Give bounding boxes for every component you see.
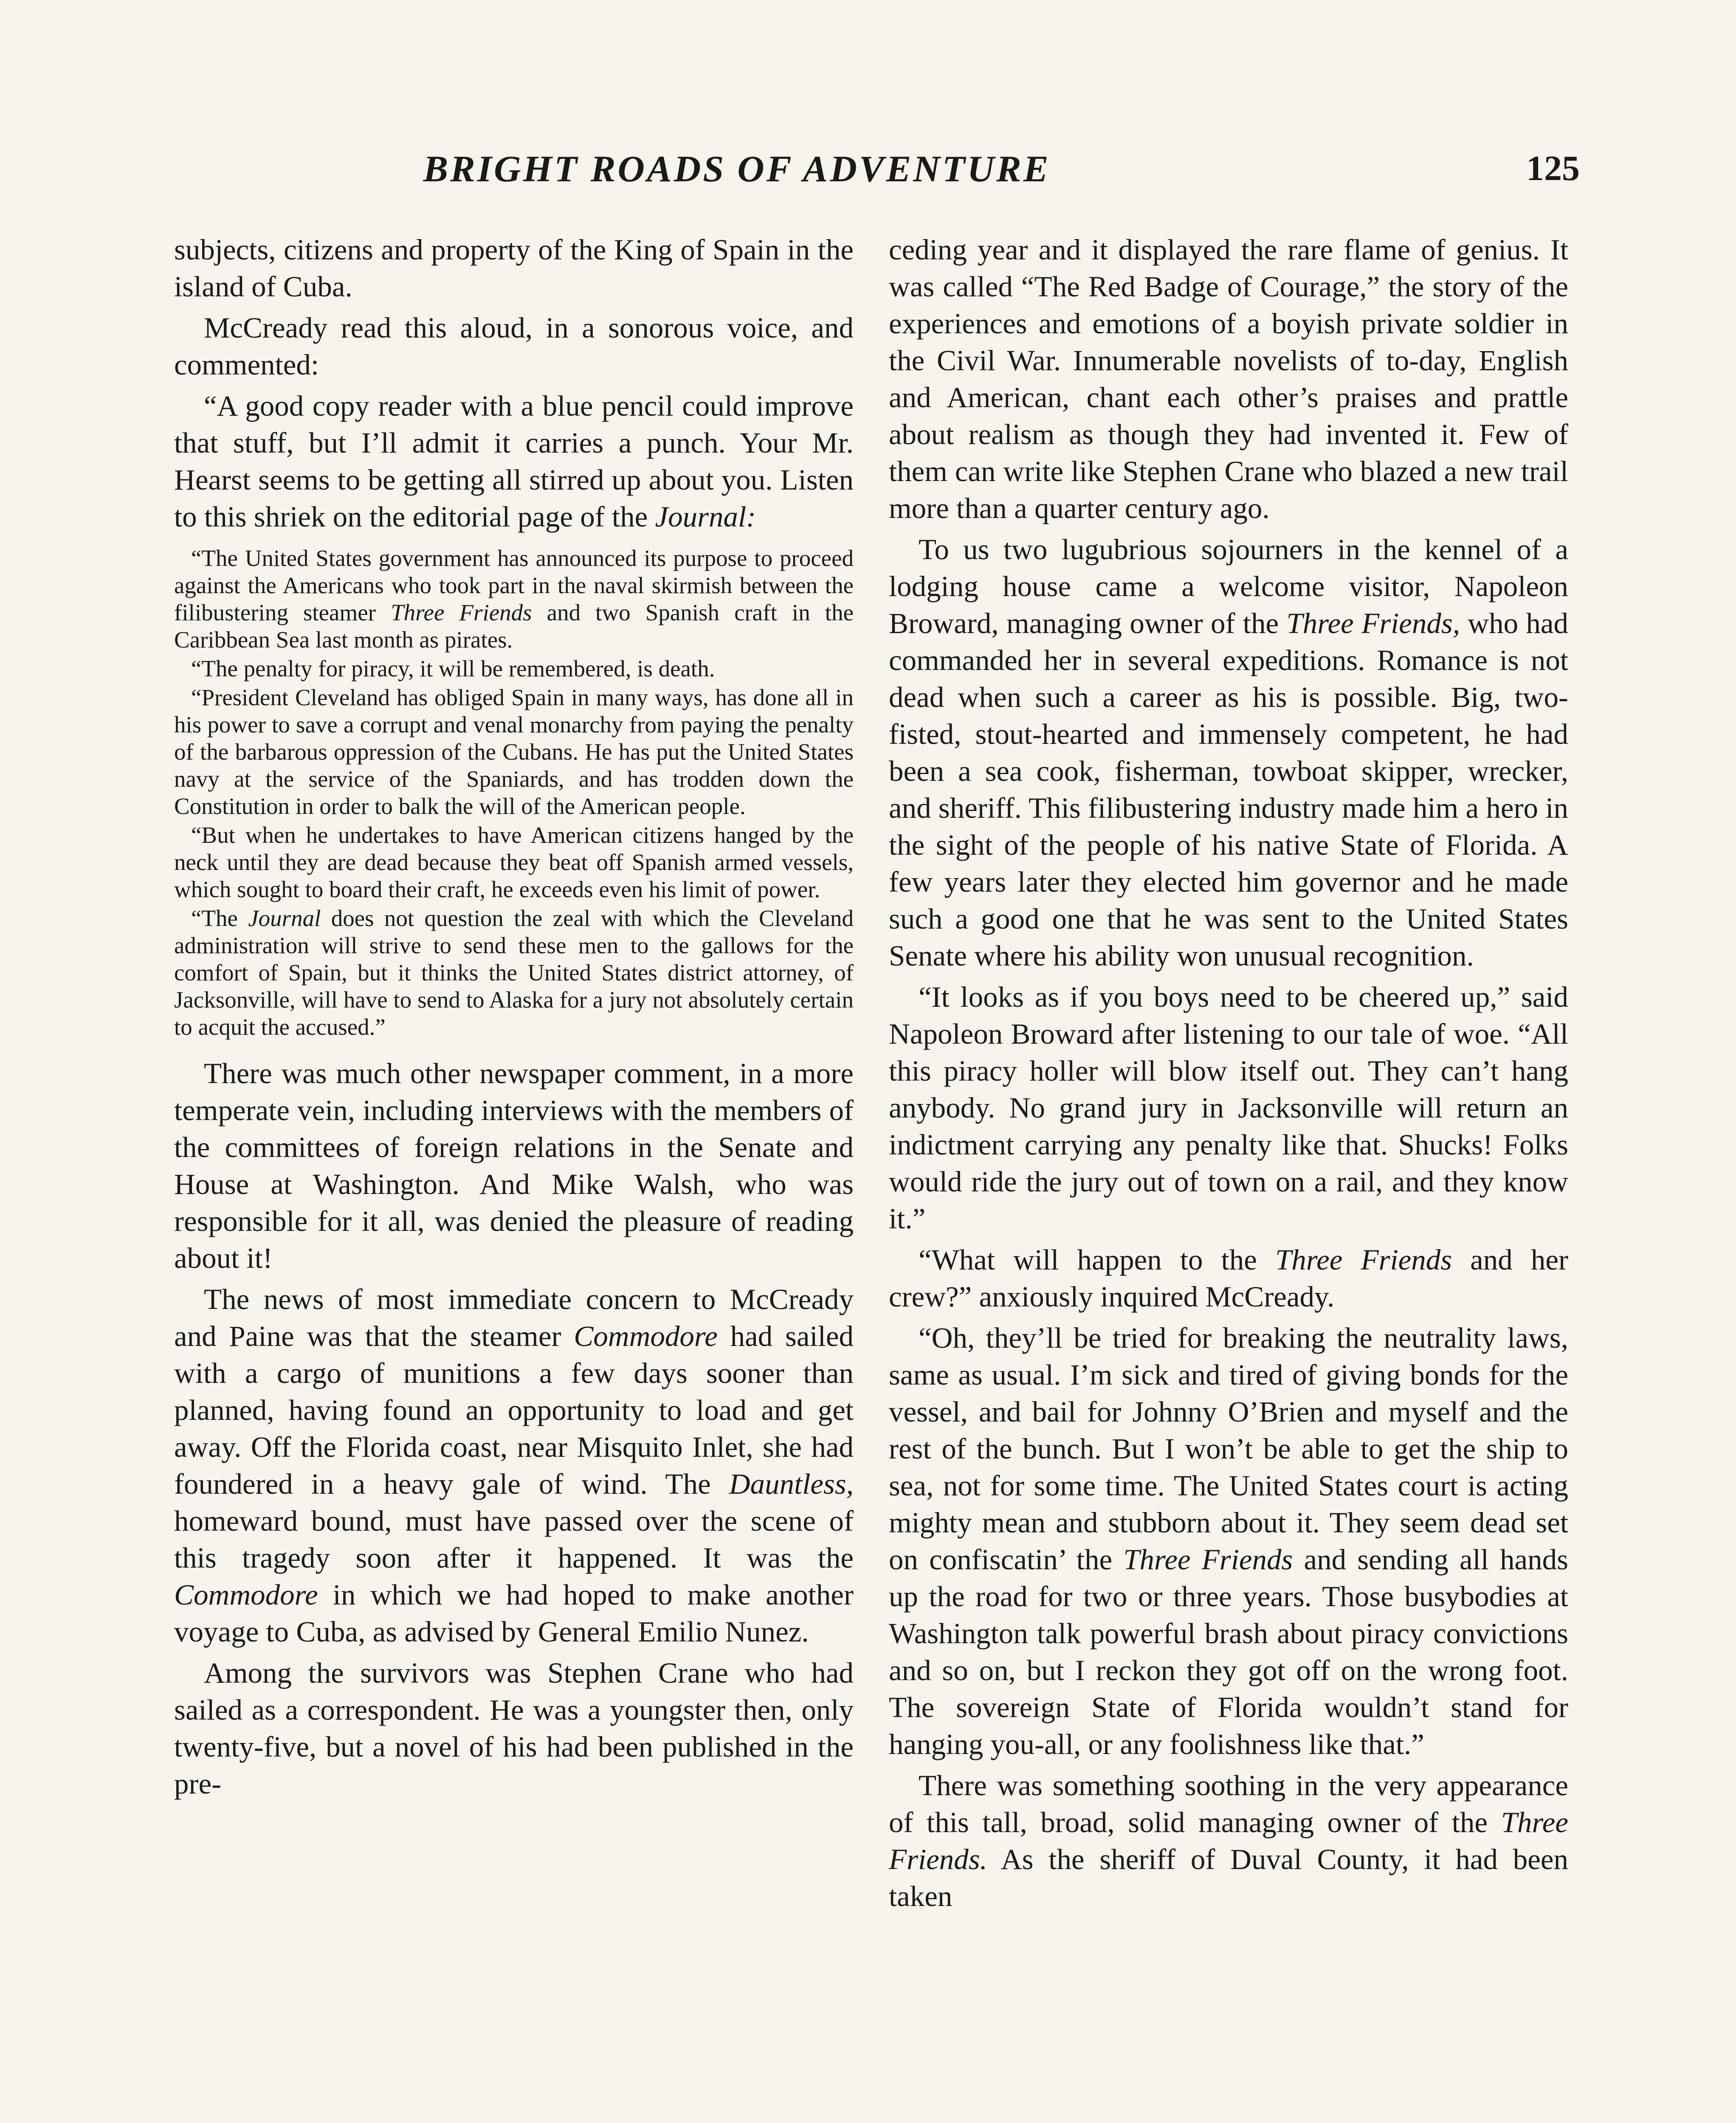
paragraph: Among the survivors was Stephen Crane who had sailed as a correspondent. He was a youngster then, only twenty-five, but a novel of his had been published in the pre- [174, 1657, 854, 1800]
paragraph [889, 1242, 1568, 1315]
text-run: “The [191, 905, 248, 931]
italic-text: Dauntless, [729, 1468, 854, 1500]
page-number: 125 [1526, 149, 1580, 188]
text-run: As the sheriff of Duval County, it had been taken [889, 1843, 1568, 1912]
text-run: homeward bound, must have passed over the scene of this tragedy soon after it happened. It was the [174, 1505, 854, 1574]
quote-paragraph: “But when he undertakes to have American citizens hanged by the neck until they are dead because they beat off Spanish armed vessels, which sought to board their craft, he exceeds even his limit of power. [174, 822, 854, 902]
paragraph [889, 1767, 1568, 1915]
text-run: and two Spanish craft in the Caribbean Sea last month as pirates. [174, 600, 854, 653]
text-run: had sailed with a cargo of munitions a few days sooner than planned, having found an opportunity to load and get away. Off the Florida coast, near Misquito Inlet, she had foundered in a heavy gale of wind. The [174, 1320, 854, 1500]
quote-paragraph [174, 545, 854, 653]
quote-paragraph: “The penalty for piracy, it will be remembered, is death. [191, 656, 715, 681]
text-run: and sending all hands up the road for two or three years. Those busybodies at Washington talk powerful brash about piracy convictions and so on, but I reckon they got off on the wrong foot. The sovereign State of Florida wouldn’t stand for hanging you-all, or any foolishness like that.” [889, 1543, 1568, 1760]
paragraph: There was much other newspaper comment, in a more temperate vein, including interviews with the members of the committees of foreign relations in the Senate and House at Washington. And Mike Walsh, who was responsible for it all, was denied the pleasure of reading about it! [174, 1057, 854, 1274]
italic-text: Three Friends [1275, 1244, 1452, 1276]
italic-text: Journal [248, 905, 321, 931]
italic-text: Commodore [174, 1579, 318, 1611]
italic-text: Three Friends [1123, 1543, 1293, 1576]
editorial-quote [174, 545, 854, 1041]
paragraph: McCready read this aloud, in a sonorous voice, and commented: [174, 312, 854, 381]
text-run: “What will happen to the [919, 1244, 1275, 1276]
italic-text: Commodore [574, 1320, 718, 1352]
paragraph [889, 531, 1568, 974]
text-run: in which we had hoped to make another voyage to Cuba, as advised by General Emilio Nunez. [174, 1579, 854, 1648]
page-header [174, 148, 1580, 203]
paragraph: “It looks as if you boys need to be cheered up,” said Napoleon Broward after listening to our tale of woe. “All this piracy holler will blow itself out. They can’t hang anybody. No grand jury in Jacksonville will return an indictment carrying any penalty like that. Shucks! Folks would ride the jury out of town on a rail, and they know it.” [889, 981, 1568, 1235]
text-run: and her crew?” anxiously inquired McCready. [889, 1244, 1568, 1313]
italic-text: Three Friends, [1286, 607, 1460, 639]
paragraph [889, 1320, 1568, 1763]
text-run: There was something soothing in the very appearance of this tall, broad, solid managing owner of the [889, 1769, 1568, 1839]
quote-paragraph [174, 905, 854, 1041]
text-run: “Oh, they’ll be tried for breaking the neutrality laws, same as usual. I’m sick and tired of giving bonds for the vessel, and bail for Johnny O’Brien and myself and the rest of the bunch. But I won’t be able to get the ship to sea, not for some time. The United States court is acting mighty mean and stubborn about it. They seem dead set on confiscatin’ the [889, 1322, 1568, 1576]
italic-text: Journal: [655, 501, 756, 533]
left-column [174, 231, 854, 2123]
paragraph [174, 388, 854, 535]
text-run: “A good copy reader with a blue pencil could improve that stuff, but I’ll admit it carries a punch. Your Mr. Hearst seems to be getting all stirred up about you. Listen to this shriek on the editorial page of the [174, 390, 854, 533]
italic-text: Three Friends. [889, 1806, 1568, 1875]
text-run: who had commanded her in several expeditions. Romance is not dead when such a career as his is possible. Big, two-fisted, stout-hearted and immensely competent, he had been a sea cook, fisherman, towboat skipper, wrecker, and sheriff. This filibustering industry made him a hero in the sight of the people of his native State of Florida. A few years later they elected him governor and he made such a good one that he was sent to the United States Senate where his ability won unusual recognition. [889, 607, 1568, 972]
running-title: BRIGHT ROADS OF ADVENTURE [423, 149, 1051, 190]
quote-paragraph: “President Cleveland has obliged Spain in many ways, has done all in his power to save a corrupt and venal monarchy from paying the penalty of the barbarous oppression of the Cubans. He has put the United States navy at the service of the Spaniards, and has trodden down the Constitution in order to balk the will of the American people. [174, 684, 854, 819]
right-column [889, 231, 1568, 2123]
text-run: To us two lugubrious sojourners in the kennel of a lodging house came a welcome visitor, Napoleon Broward, managing owner of the [889, 533, 1568, 639]
paragraph: ceding year and it displayed the rare flame of genius. It was called “The Red Badge of Courage,” the story of the experiences and emotions of a boyish private soldier in the Civil War. Innumerable novelists of to-day, English and American, chant each other’s praises and prattle about realism as though they had invented it. Few of them can write like Stephen Crane who blazed a new trail more than a quarter century ago. [889, 234, 1568, 524]
text-run: “The United States government has announced its purpose to proceed against the Americans who took part in the naval skirmish between the filibustering steamer [174, 545, 854, 625]
text-run: does not question the zeal with which the Cleveland administration will strive to send these men to the gallows for the comfort of Spain, but it thinks the United States district attorney, of Jacksonville, will have to send to Alaska for a jury not absolutely certain to acquit the accused.” [174, 905, 854, 1040]
italic-text: Three Friends [391, 600, 532, 625]
paragraph [174, 1281, 854, 1650]
text-run: The news of most immediate concern to McCready and Paine was that the steamer [174, 1283, 854, 1352]
paragraph: subjects, citizens and property of the King of Spain in the island of Cuba. [174, 234, 854, 303]
